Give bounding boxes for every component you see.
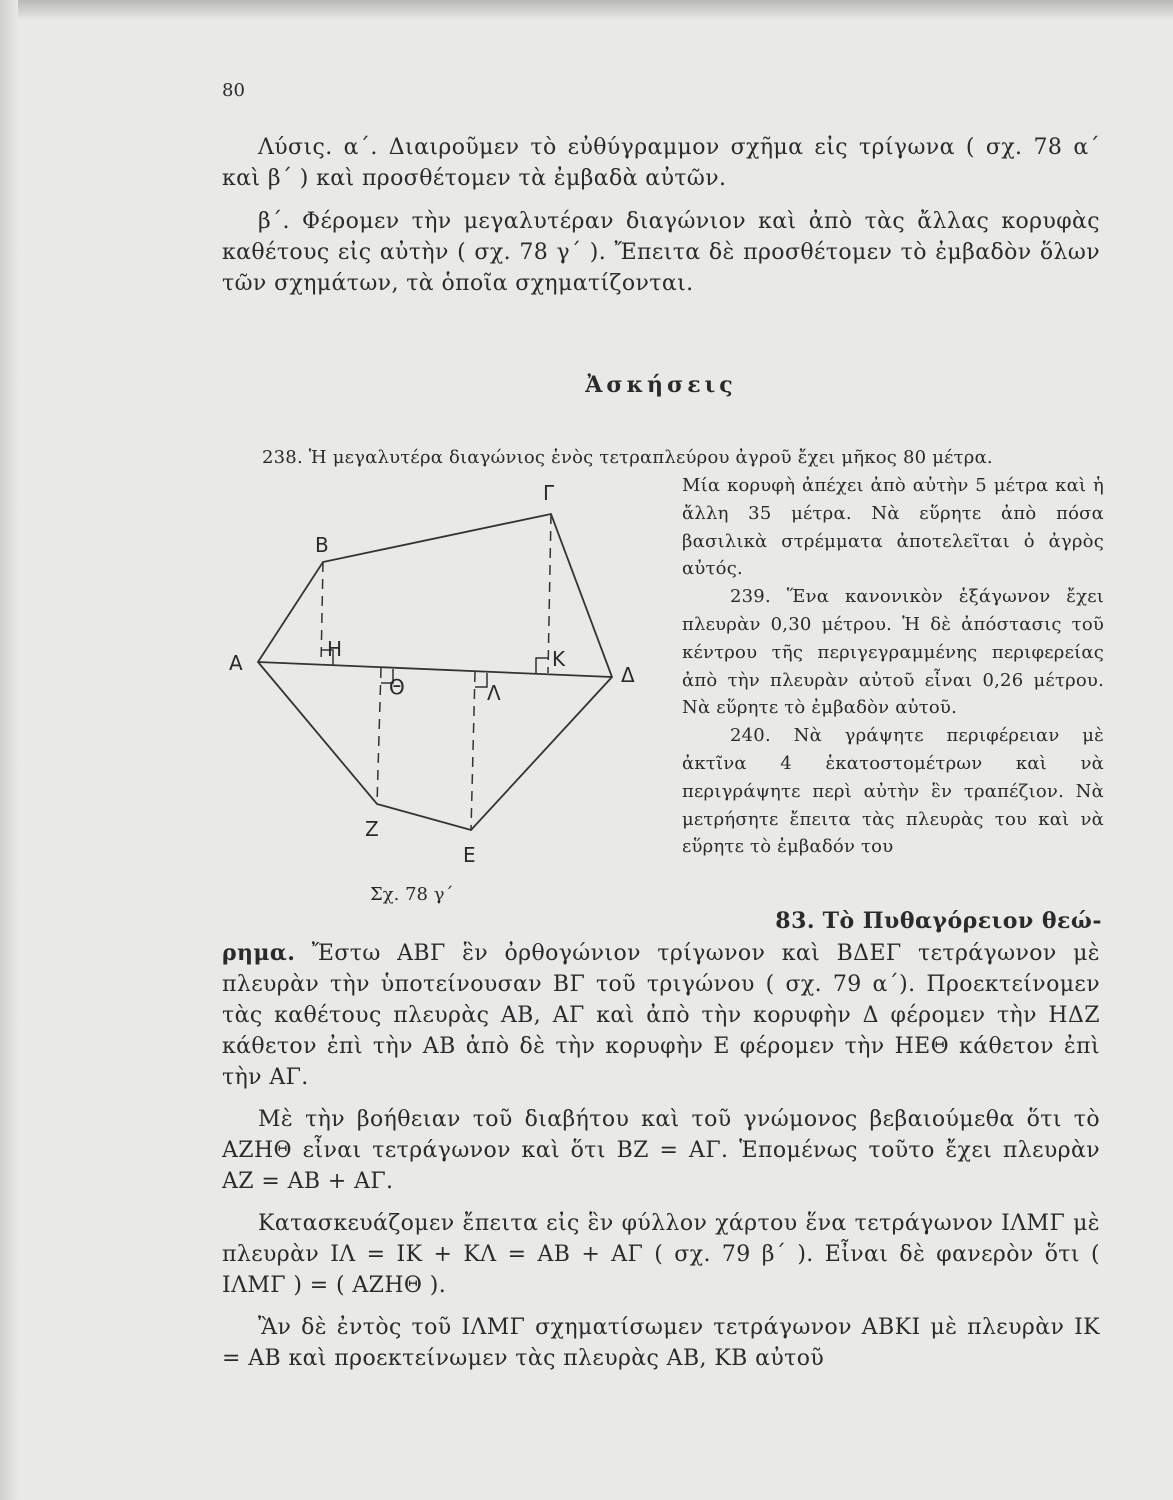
page-left-edge	[0, 0, 18, 1500]
right-angle-L	[475, 673, 487, 687]
exercise-238-first-line: 238. Ἡ μεγαλυτέρα διαγώνιος ἑνὸς τετραπλεύρου ἀγροῦ ἔχει μῆκος 80 μέτρα.	[262, 447, 993, 468]
exercise-240-text: 240. Νὰ γράψητε περιφέρειαν μὲ ἀκτῖνα 4 ἑκατοστομέτρων καὶ νὰ περιγράψητε περὶ αὐτὴν ἓν τραπέζιον. Νὰ μετρήσητε ἔπειτα τὰς πλευρὰς του καὶ νὰ εὕρητε τὸ ἐμβαδόν του	[682, 725, 1104, 858]
label-Th: Θ	[389, 675, 405, 699]
section-title: Τὸ Πυθαγόρειον θεώ-	[822, 908, 1102, 934]
label-L: Λ	[487, 681, 501, 705]
label-K: Κ	[552, 647, 566, 671]
exercise-239-text: 239. Ἕνα κανονικὸν ἑξάγωνον ἔχει πλευρὰν 0,30 μέτρου. Ἡ δὲ ἀπόστασις τοῦ κέντρου τῆς περιγεγραμμένης περιφερείας ἀπὸ τὴν πλευρὰν αὐτοῦ εἶναι 0,26 μέτρου. Νὰ εὕρητε τὸ ἐμβαδὸν αὐτοῦ.	[682, 586, 1104, 719]
figure-78-gamma	[215, 472, 655, 892]
label-Z: Ζ	[365, 817, 379, 841]
label-A: Α	[229, 651, 243, 675]
label-D: Δ	[621, 663, 635, 687]
page-number: 80	[222, 80, 245, 101]
right-angle-K	[536, 658, 548, 673]
section-number: 83.	[775, 908, 816, 934]
exercise-238-text: Μία κορυφὴ ἀπέχει ἀπὸ αὐτὴν 5 μέτρα καὶ ἡ ἄλλη 35 μέτρα. Νὰ εὕρητε ἀπὸ πόσα βασιλικὰ στρέμματα ἀποτελεῖται ὁ ἀγρὸς αὐτός.	[682, 475, 1104, 580]
perpendicular-ZTh	[377, 668, 381, 804]
page-top-edge	[0, 0, 1173, 20]
label-B: Β	[315, 533, 329, 557]
solution-paragraph-1: Λύσις. α΄. Διαιροῦμεν τὸ εὐθύγραμμον σχῆμα εἰς τρίγωνα ( σχ. 78 α΄ καὶ β΄ ) καὶ προσθέτομεν τὰ ἐμβαδὰ αὐτῶν.	[222, 135, 1100, 191]
label-H: Η	[327, 637, 343, 661]
exercise-column	[682, 472, 1104, 861]
section-83-paragraph-4: Ἂν δὲ ἐντὸς τοῦ ΙΛΜΓ σχηματίσωμεν τετράγωνον ΑΒΚΙ μὲ πλευρὰν ΙΚ = ΑΒ καὶ προεκτείνωμεν τὰς πλευρὰς ΑΒ, ΚΒ αὐτοῦ	[222, 1315, 1100, 1371]
section-83-paragraph-3: Κατασκευάζομεν ἔπειτα εἰς ἓν φύλλον χάρτου ἕνα τετράγωνον ΙΛΜΓ μὲ πλευρὰν ΙΛ = ΙΚ + ΚΛ = ΑΒ + ΑΓ ( σχ. 79 β΄ ). Εἶναι δὲ φανερὸν ὅτι ( ΙΛΜΓ ) = ( ΑΖΗΘ ).	[222, 1211, 1100, 1298]
hexagon-outline	[258, 514, 612, 830]
section-83-heading	[720, 908, 1102, 934]
perpendicular-GK	[548, 514, 551, 673]
perpendicular-EL	[471, 672, 475, 830]
section-83-paragraph-1-text: Ἔστω ΑΒΓ ἓν ὀρθογώνιον τρίγωνον καὶ ΒΔΕΓ τετράγωνον μὲ πλευρὰν τὴν ὑποτείνουσαν ΒΓ τοῦ τριγώνου ( σχ. 79 α΄). Προεκτείνομεν τὰς καθέτους πλευρὰς ΑΒ, ΑΓ καὶ ἀπὸ τὴν κορυφὴν Δ φέρομεν τὴν ΗΔΖ κάθετον ἐπὶ τὴν ΑΒ ἀπὸ δὲ τὴν κορυφὴν Ε φέρομεν τὴν ΗΕΘ κάθετον ἐπὶ τὴν ΑΓ.	[222, 941, 1100, 1090]
solution-paragraph-2: β΄. Φέρομεν τὴν μεγαλυτέραν διαγώνιον καὶ ἀπὸ τὰς ἄλλας κορυφὰς καθέτους εἰς αὐτὴν ( σχ. 78 γ΄ ). Ἔπειτα δὲ προσθέτομεν τὸ ἐμβαδὸν ὅλων τῶν σχημάτων, τὰ ὁποῖα σχηματίζονται.	[222, 209, 1100, 296]
exercises-heading: Ἀσκήσεις	[585, 372, 737, 398]
label-E: Ε	[463, 843, 476, 867]
label-G: Γ	[543, 481, 555, 505]
section-83-paragraph-2: Μὲ τὴν βοήθειαν τοῦ διαβήτου καὶ τοῦ γνώμονος βεβαιούμεθα ὅτι τὸ ΑΖΗΘ εἶναι τετράγωνον καὶ ὅτι ΒΖ = ΑΓ. Ἑπομένως τοῦτο ἔχει πλευρὰν ΑΖ = ΑΒ + ΑΓ.	[222, 1107, 1100, 1194]
section-83-paragraph-1	[222, 938, 1100, 1093]
figure-caption: Σχ. 78 γ΄	[370, 884, 454, 905]
section-title-continuation: ρημα.	[222, 940, 296, 966]
